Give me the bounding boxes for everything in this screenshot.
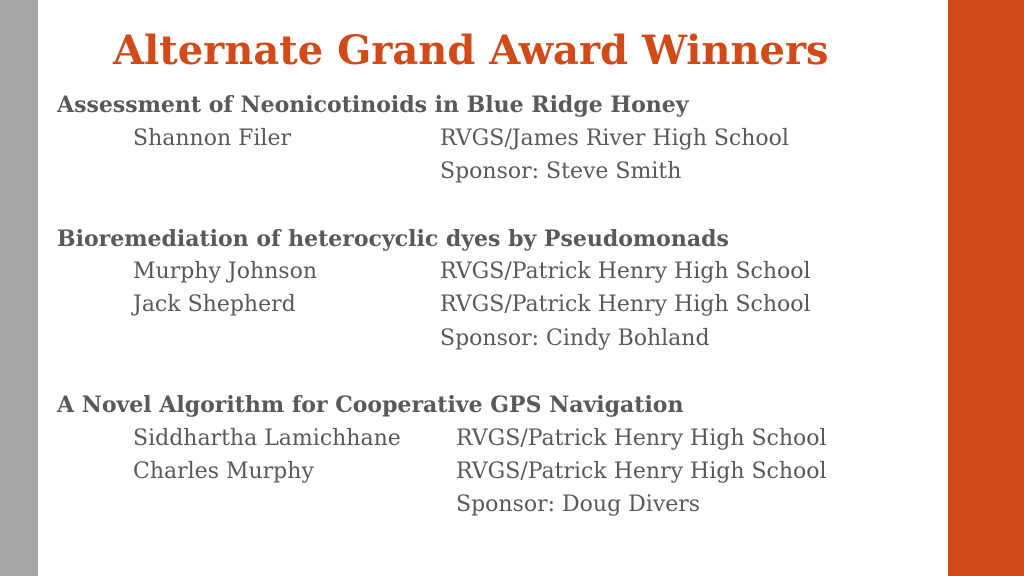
school-name: RVGS/Patrick Henry High School: [440, 292, 811, 317]
project-title: Assessment of Neonicotinoids in Blue Ridge Honey: [57, 92, 689, 118]
right-accent-bar: [948, 0, 1024, 576]
school-name: RVGS/James River High School: [440, 126, 789, 151]
student-name: Jack Shepherd: [133, 292, 296, 317]
sponsor-name: Sponsor: Cindy Bohland: [440, 326, 710, 351]
slide-title: Alternate Grand Award Winners: [113, 27, 829, 74]
sponsor-name: Sponsor: Steve Smith: [440, 159, 682, 184]
project-title: Bioremediation of heterocyclic dyes by Pseudomonads: [57, 226, 729, 252]
student-name: Shannon Filer: [133, 126, 291, 151]
school-name: RVGS/Patrick Henry High School: [456, 426, 827, 451]
student-name: Charles Murphy: [133, 459, 314, 484]
project-title: A Novel Algorithm for Cooperative GPS Navigation: [57, 392, 684, 418]
student-name: Murphy Johnson: [133, 259, 317, 284]
school-name: RVGS/Patrick Henry High School: [456, 459, 827, 484]
left-accent-bar: [0, 0, 38, 576]
sponsor-name: Sponsor: Doug Divers: [456, 492, 701, 517]
student-name: Siddhartha Lamichhane: [133, 426, 401, 451]
school-name: RVGS/Patrick Henry High School: [440, 259, 811, 284]
